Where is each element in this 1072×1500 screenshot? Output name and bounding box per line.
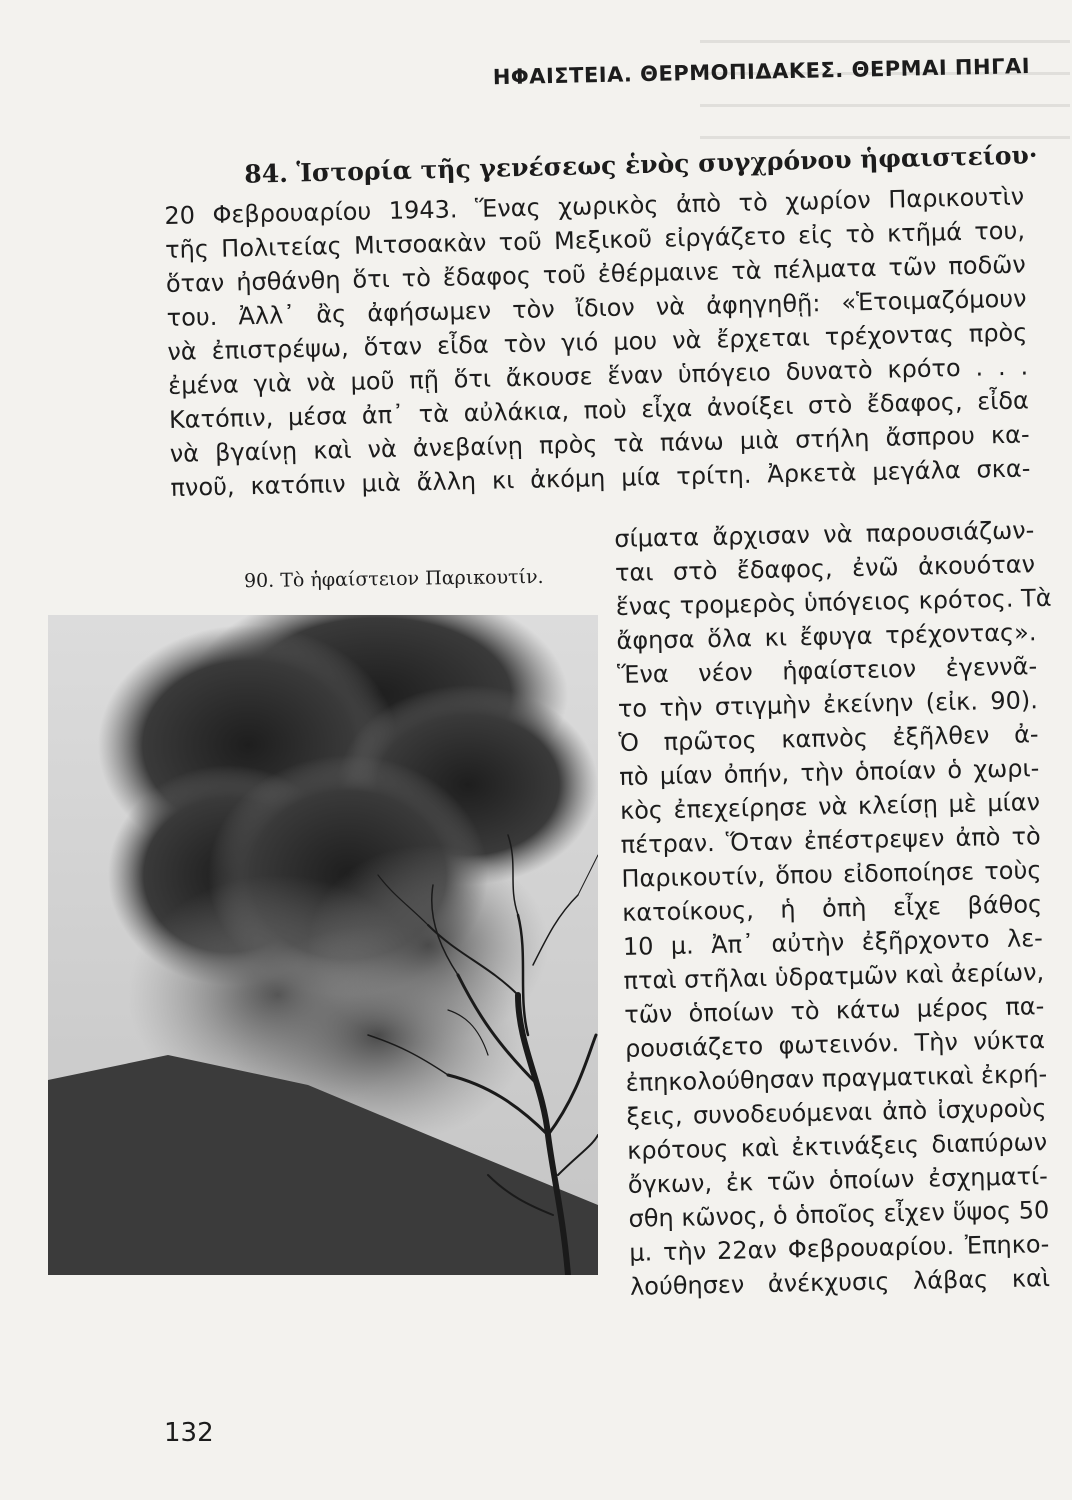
text-line: λούθησεν ἀνέκχυσις λάβας καὶ [629,1264,1051,1301]
body-text-column [614,513,1060,1304]
text-line: ρουσιάζετο φωτεινόν. Τὴν νύκτα [624,1026,1046,1063]
text-line: πνοῦ, κατόπιν μιὰ ἄλλη κι ἀκόμη μία τρίτη. Ἀρκετὰ μεγάλα σκα- [170,454,1031,502]
text-line: ἐμένα γιὰ νὰ μοῦ πῇ ὅτι ἄκουσε ἕναν ὑπόγειο δυνατὸ κρότο . . . [167,352,1029,400]
text-line: ξεις, συνοδευόμεναι ἀπὸ ἰσχυροὺς [626,1094,1047,1131]
text-line: πταὶ στῆλαι ὑδρατμῶν καὶ ἀερίων, [623,958,1045,995]
text-line: μ. τὴν 22αν Φεβρουαρίου. Ἐπηκο- [629,1230,1050,1267]
text-line: σίματα ἄρχισαν νὰ παρουσιάζων- [614,516,1035,553]
text-line: Παρικουτίν, ὅπου εἰδοποίησε τοὺς [621,856,1042,893]
text-line: Ἕνα νέον ἡφαίστειον ἐγεννᾶ- [616,652,1038,689]
volcano-smoke-illustration [48,615,598,1275]
text-line: ται στὸ ἔδαφος, ἐνῶ ἀκουόταν [614,550,1036,587]
text-line: νὰ ἐπιστρέψω, ὅταν εἶδα τὸν γιό μου νὰ ἔρχεται τρέχοντας πρὸς [167,318,1028,366]
body-text-full-width [164,179,1051,505]
text-line: ἐπηκολούθησαν πραγματικαὶ ἐκρή- [625,1060,1048,1097]
text-line: το τὴν στιγμὴν ἐκείνην (εἰκ. 90). [617,686,1039,723]
figure-caption: 90. Τὸ ἡφαίστειον Παρικουτίν. [243,565,544,593]
volcano-photo [48,615,598,1275]
text-line: του. Ἀλλ᾿ ἂς ἀφήσωμεν τὸν ἴδιον νὰ ἀφηγηθῇ: «Ἑτοιμαζόμουν [166,284,1027,332]
text-line: 20 Φεβρουαρίου 1943. Ἕνας χωρικὸς ἀπὸ τὸ χωρίον Παρικουτὶν [164,182,1025,230]
text-line: πὸ μίαν ὀπήν, τὴν ὁποίαν ὁ χωρι- [619,754,1040,791]
text-line: κρότους καὶ ἐκτινάξεις διαπύρων [626,1128,1048,1165]
running-header: ΗΦΑΙΣΤΕΙΑ. ΘΕΡΜΟΠΙΔΑΚΕΣ. ΘΕΡΜΑΙ ΠΗΓΑΙ [492,54,1031,90]
text-line: πέτραν. Ὅταν ἐπέστρεψεν ἀπὸ τὸ [620,822,1041,859]
text-line: ὅταν ἠσθάνθη ὅτι τὸ ἔδαφος τοῦ ἐθέρμαινε τὰ πέλματα τῶν ποδῶν [165,250,1027,298]
text-line: ἄφησα ὅλα κι ἔφυγα τρέχοντας». [616,618,1037,655]
text-line: Ὁ πρῶτος καπνὸς ἐξῆλθεν ἀ- [618,720,1039,757]
text-line: ἕνας τρομερὸς ὑπόγειος κρότος. Τὰ [615,583,1052,621]
text-line: κατοίκους, ἡ ὀπὴ εἶχε βάθος [621,890,1043,927]
text-line: ὄγκων, ἐκ τῶν ὁποίων ἐσχηματί- [627,1162,1049,1199]
text-line: Κατόπιν, μέσα ἀπ᾿ τὰ αὐλάκια, ποὺ εἶχα ἀνοίξει στὸ ἔδαφος, εἶδα [168,386,1030,434]
text-line: 10 μ. Ἀπ᾿ αὐτὴν ἐξῆρχοντο λε- [622,924,1044,961]
text-line: κὸς ἐπεχείρησε νὰ κλείσῃ μὲ μίαν [619,788,1041,825]
text-line: σθη κῶνος, ὁ ὁποῖος εἶχεν ὕψος 50 [628,1196,1050,1233]
text-line: τῆς Πολιτείας Μιτσοακὰν τοῦ Μεξικοῦ εἰργάζετο εἰς τὸ κτῆμά του, [164,216,1026,264]
section-title: 84. Ἱστορία τῆς γενέσεως ἑνὸς συγχρόνου ἡφαιστείου· [243,140,1038,189]
page-number: 132 [164,1418,214,1448]
text-line: τῶν ὁποίων τὸ κάτω μέρος πα- [624,992,1045,1029]
text-line: νὰ βγαίνῃ καὶ νὰ ἀνεβαίνῃ πρὸς τὰ πάνω μιὰ στήλη ἄσπρου κα- [169,420,1030,468]
